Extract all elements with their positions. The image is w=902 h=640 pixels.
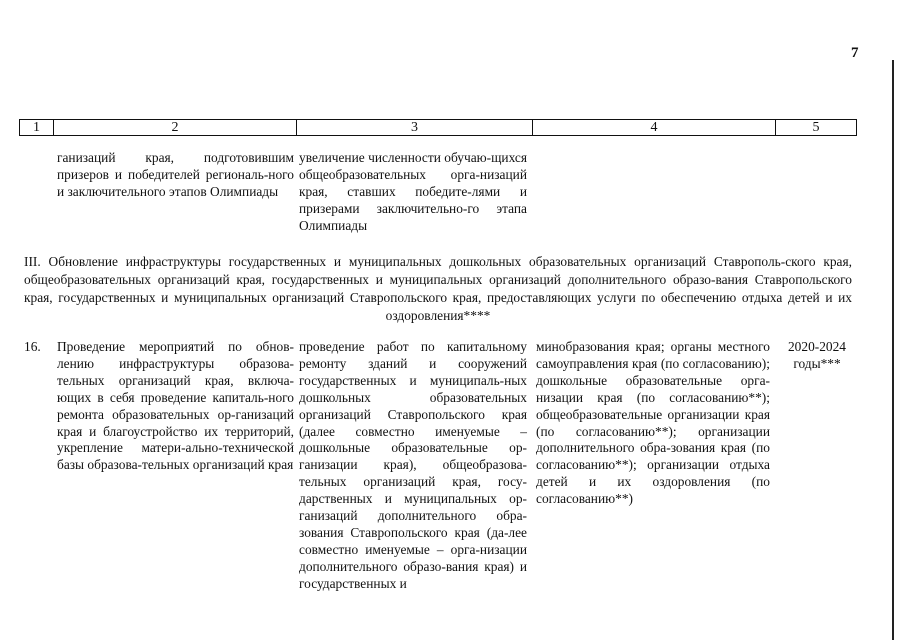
continuation-col2-text: ганизаций края, подготовившим призеров и победителей региональ-ного и заключительного этапов Олимпиады xyxy=(57,150,294,199)
continuation-col3-text: увеличение численности обучаю-щихся общеобразовательных орга-низаций края, ставших победите-лями и призерами заключительно-го этапа Олимпиады xyxy=(299,150,527,233)
page-number: 7 xyxy=(851,45,859,61)
row16-col3-text: проведение работ по капитальному ремонту зданий и сооружений государственных и муниципаль-ных дошкольных образовательных организаций Ставропольского края (далее совместно именуемые – дошкольные образовательные ор-ганизации края), общеобразова-тельных организаций края, госу-дарственных и муниципальных ор-ганизаций дополнительного обра-зования Ставропольского края (да-лее совместно именуемые – орга-низации дополнительного образо-вания края) и государственных и xyxy=(299,339,527,591)
row16-period: 2020-2024 годы*** xyxy=(787,339,847,371)
header-col-5: 5 xyxy=(812,120,820,135)
header-col-2: 2 xyxy=(54,120,297,135)
row16-col4-text: минобразования края; органы местного самоуправления края (по согласованию); дошкольные образовательные орга-низации края (по согласованию**); общеобразовательные организации края (по согласованию**); организации дополнительного обра-зования края (по согласованию**); организации отдыха детей и их оздоровления (по согласованию**) xyxy=(536,339,770,507)
header-col-1: 1 xyxy=(20,120,54,135)
header-col-3: 3 xyxy=(297,120,533,135)
section-heading: III. Обновление инфраструктуры государственных и муниципальных дошкольных образовательных организаций Ставрополь-ского края, общеобразовательных организаций края, государственных и муниципальных организаций дополнительного образо-вания Ставропольского края, государственных и муниципальных организаций Ставропольского края, предоставляющих услуги по обеспечению отдыха детей и их оздоровления**** xyxy=(24,254,852,324)
table-header-row xyxy=(19,119,857,136)
page-edge-line xyxy=(892,60,894,640)
header-col-4: 4 xyxy=(533,120,776,135)
row-number: 16. xyxy=(24,339,41,354)
row16-col2-text: Проведение мероприятий по обнов-лению инфраструктуры образова-тельных организаций края, включа-ющих в себя проведение капиталь-ного ремонта образовательных ор-ганизаций края и благоустройство их территорий, укрепление матери-ально-технической базы образова-тельных организаций края xyxy=(57,339,294,473)
